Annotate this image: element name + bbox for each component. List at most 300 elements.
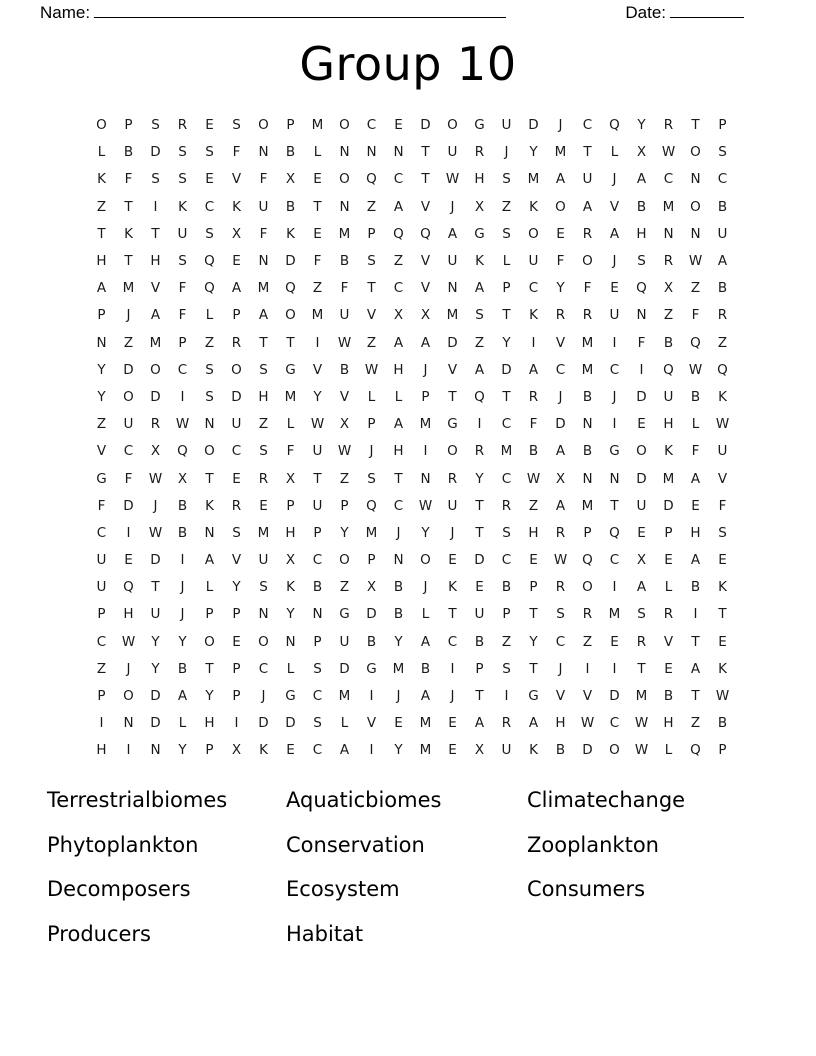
grid-cell[interactable]: T: [259, 334, 268, 351]
grid-cell[interactable]: N: [663, 225, 674, 242]
grid-cell[interactable]: S: [637, 606, 646, 623]
grid-cell[interactable]: E: [232, 470, 241, 487]
grid-cell[interactable]: U: [717, 225, 728, 242]
grid-cell[interactable]: Z: [96, 660, 107, 677]
grid-cell[interactable]: T: [394, 470, 403, 487]
word-list-item[interactable]: Conservation: [286, 832, 425, 857]
grid-cell[interactable]: Q: [609, 524, 620, 541]
grid-cell[interactable]: V: [150, 280, 161, 297]
grid-cell[interactable]: X: [663, 280, 674, 297]
grid-cell[interactable]: T: [529, 606, 538, 623]
grid-cell[interactable]: H: [663, 715, 674, 732]
grid-cell[interactable]: B: [663, 334, 674, 351]
grid-cell[interactable]: L: [394, 388, 403, 405]
grid-cell[interactable]: U: [609, 307, 620, 324]
grid-cell[interactable]: C: [393, 171, 404, 188]
grid-cell[interactable]: X: [636, 144, 647, 161]
grid-cell[interactable]: E: [313, 225, 322, 242]
grid-cell[interactable]: C: [123, 443, 134, 460]
grid-cell[interactable]: E: [664, 552, 673, 569]
grid-cell[interactable]: C: [582, 117, 593, 134]
grid-cell[interactable]: C: [366, 117, 377, 134]
grid-cell[interactable]: O: [447, 443, 458, 460]
grid-cell[interactable]: N: [366, 144, 377, 161]
grid-cell[interactable]: J: [126, 307, 131, 324]
word-list-item[interactable]: Zooplankton: [527, 832, 659, 857]
grid-cell[interactable]: H: [690, 524, 701, 541]
grid-cell[interactable]: M: [257, 280, 270, 297]
grid-cell[interactable]: W: [715, 416, 730, 433]
grid-cell[interactable]: A: [204, 552, 215, 569]
grid-cell[interactable]: A: [420, 633, 431, 650]
grid-cell[interactable]: Z: [258, 416, 269, 433]
grid-cell[interactable]: B: [501, 579, 512, 596]
grid-cell[interactable]: J: [558, 660, 563, 677]
grid-cell[interactable]: X: [285, 470, 296, 487]
grid-cell[interactable]: M: [581, 334, 594, 351]
grid-cell[interactable]: S: [313, 715, 322, 732]
grid-cell[interactable]: I: [477, 416, 482, 433]
grid-cell[interactable]: I: [585, 660, 590, 677]
grid-cell[interactable]: I: [612, 579, 617, 596]
grid-cell[interactable]: V: [663, 633, 674, 650]
grid-cell[interactable]: G: [96, 470, 107, 487]
grid-cell[interactable]: W: [337, 443, 352, 460]
grid-cell[interactable]: U: [717, 443, 728, 460]
grid-cell[interactable]: R: [501, 715, 512, 732]
grid-cell[interactable]: T: [151, 579, 160, 596]
grid-cell[interactable]: O: [123, 688, 134, 705]
grid-cell[interactable]: M: [284, 388, 297, 405]
grid-cell[interactable]: D: [339, 660, 350, 677]
grid-cell[interactable]: M: [581, 497, 594, 514]
grid-cell[interactable]: U: [96, 579, 107, 596]
word-list-item[interactable]: Phytoplankton: [47, 832, 199, 857]
grid-cell[interactable]: R: [717, 307, 728, 324]
grid-cell[interactable]: I: [612, 416, 617, 433]
grid-cell[interactable]: U: [177, 225, 188, 242]
grid-cell[interactable]: E: [637, 524, 646, 541]
grid-cell[interactable]: N: [204, 416, 215, 433]
grid-cell[interactable]: W: [445, 171, 460, 188]
grid-cell[interactable]: P: [367, 416, 376, 433]
grid-cell[interactable]: O: [96, 117, 107, 134]
grid-cell[interactable]: J: [504, 144, 509, 161]
grid-cell[interactable]: V: [447, 361, 458, 378]
grid-cell[interactable]: S: [637, 253, 646, 270]
grid-cell[interactable]: N: [258, 606, 269, 623]
grid-cell[interactable]: I: [126, 742, 131, 759]
grid-cell[interactable]: L: [502, 253, 511, 270]
grid-cell[interactable]: J: [558, 117, 563, 134]
grid-cell[interactable]: O: [231, 361, 242, 378]
grid-cell[interactable]: M: [392, 660, 405, 677]
grid-cell[interactable]: P: [97, 307, 106, 324]
grid-cell[interactable]: M: [311, 117, 324, 134]
grid-cell[interactable]: J: [369, 443, 374, 460]
grid-cell[interactable]: C: [609, 552, 620, 569]
grid-cell[interactable]: E: [448, 715, 457, 732]
word-list-item[interactable]: Climatechange: [527, 788, 686, 813]
grid-cell[interactable]: Q: [717, 361, 728, 378]
grid-cell[interactable]: S: [259, 579, 268, 596]
grid-cell[interactable]: G: [609, 443, 620, 460]
grid-cell[interactable]: S: [232, 117, 241, 134]
grid-cell[interactable]: O: [339, 171, 350, 188]
grid-cell[interactable]: C: [663, 171, 674, 188]
grid-cell[interactable]: S: [556, 606, 565, 623]
grid-cell[interactable]: Q: [285, 280, 296, 297]
grid-cell[interactable]: V: [231, 171, 242, 188]
grid-cell[interactable]: W: [364, 361, 379, 378]
grid-cell[interactable]: N: [123, 715, 134, 732]
grid-cell[interactable]: P: [313, 524, 322, 541]
grid-cell[interactable]: Z: [366, 334, 377, 351]
grid-cell[interactable]: P: [205, 606, 214, 623]
grid-cell[interactable]: P: [718, 742, 727, 759]
grid-cell[interactable]: R: [663, 253, 674, 270]
grid-cell[interactable]: Y: [151, 660, 160, 677]
grid-cell[interactable]: W: [688, 361, 703, 378]
grid-cell[interactable]: A: [636, 579, 647, 596]
grid-cell[interactable]: K: [529, 307, 538, 324]
grid-cell[interactable]: M: [338, 688, 351, 705]
grid-cell[interactable]: P: [475, 660, 484, 677]
grid-cell[interactable]: U: [474, 606, 485, 623]
grid-cell[interactable]: O: [339, 552, 350, 569]
grid-cell[interactable]: L: [205, 579, 214, 596]
grid-cell[interactable]: M: [419, 715, 432, 732]
grid-cell[interactable]: P: [421, 388, 430, 405]
grid-cell[interactable]: X: [555, 470, 566, 487]
grid-cell[interactable]: A: [609, 225, 620, 242]
grid-cell[interactable]: I: [234, 715, 239, 732]
grid-cell[interactable]: Y: [394, 633, 403, 650]
grid-cell[interactable]: S: [178, 253, 187, 270]
grid-cell[interactable]: Q: [177, 443, 188, 460]
grid-cell[interactable]: T: [691, 633, 700, 650]
grid-cell[interactable]: T: [97, 225, 106, 242]
grid-cell[interactable]: E: [718, 633, 727, 650]
grid-cell[interactable]: F: [691, 443, 700, 460]
grid-cell[interactable]: K: [718, 388, 727, 405]
grid-cell[interactable]: K: [97, 171, 106, 188]
grid-cell[interactable]: Y: [178, 742, 187, 759]
grid-cell[interactable]: N: [204, 524, 215, 541]
grid-cell[interactable]: M: [608, 606, 621, 623]
grid-cell[interactable]: W: [337, 334, 352, 351]
grid-cell[interactable]: Y: [97, 361, 106, 378]
grid-cell[interactable]: Q: [582, 552, 593, 569]
grid-cell[interactable]: Q: [636, 280, 647, 297]
grid-cell[interactable]: T: [124, 253, 133, 270]
grid-cell[interactable]: Z: [312, 280, 323, 297]
grid-cell[interactable]: A: [528, 361, 539, 378]
grid-cell[interactable]: K: [286, 579, 295, 596]
grid-cell[interactable]: P: [529, 579, 538, 596]
grid-cell[interactable]: F: [556, 253, 565, 270]
grid-cell[interactable]: B: [285, 198, 296, 215]
grid-cell[interactable]: R: [582, 225, 593, 242]
grid-cell[interactable]: R: [150, 416, 161, 433]
word-list-item[interactable]: Producers: [47, 921, 151, 946]
grid-cell[interactable]: E: [664, 660, 673, 677]
grid-cell[interactable]: J: [261, 688, 266, 705]
grid-cell[interactable]: A: [393, 334, 404, 351]
grid-cell[interactable]: Z: [96, 416, 107, 433]
grid-cell[interactable]: V: [717, 470, 728, 487]
grid-cell[interactable]: O: [150, 361, 161, 378]
grid-cell[interactable]: Z: [339, 579, 350, 596]
grid-cell[interactable]: S: [313, 660, 322, 677]
grid-cell[interactable]: T: [637, 660, 646, 677]
grid-cell[interactable]: C: [528, 280, 539, 297]
grid-cell[interactable]: O: [123, 388, 134, 405]
grid-cell[interactable]: K: [286, 225, 295, 242]
grid-cell[interactable]: O: [204, 443, 215, 460]
grid-cell[interactable]: B: [366, 633, 377, 650]
grid-cell[interactable]: X: [150, 443, 161, 460]
grid-cell[interactable]: Y: [286, 606, 295, 623]
grid-cell[interactable]: W: [715, 688, 730, 705]
grid-cell[interactable]: X: [177, 470, 188, 487]
grid-cell[interactable]: D: [150, 144, 161, 161]
grid-cell[interactable]: P: [583, 524, 592, 541]
grid-cell[interactable]: Y: [340, 524, 349, 541]
grid-cell[interactable]: F: [718, 497, 727, 514]
grid-cell[interactable]: O: [609, 742, 620, 759]
word-search-grid[interactable]: [88, 112, 736, 765]
grid-cell[interactable]: U: [663, 388, 674, 405]
grid-cell[interactable]: T: [691, 688, 700, 705]
grid-cell[interactable]: D: [501, 361, 512, 378]
grid-cell[interactable]: B: [474, 633, 485, 650]
grid-cell[interactable]: C: [312, 552, 323, 569]
grid-cell[interactable]: B: [582, 388, 593, 405]
grid-cell[interactable]: Z: [690, 280, 701, 297]
grid-cell[interactable]: P: [367, 225, 376, 242]
grid-cell[interactable]: A: [420, 688, 431, 705]
grid-cell[interactable]: B: [717, 280, 728, 297]
grid-cell[interactable]: W: [580, 715, 595, 732]
grid-cell[interactable]: Y: [556, 280, 565, 297]
grid-cell[interactable]: D: [285, 253, 296, 270]
grid-cell[interactable]: R: [258, 470, 269, 487]
grid-cell[interactable]: S: [178, 144, 187, 161]
grid-cell[interactable]: B: [312, 579, 323, 596]
grid-cell[interactable]: K: [124, 225, 133, 242]
grid-cell[interactable]: H: [150, 253, 161, 270]
grid-cell[interactable]: R: [582, 606, 593, 623]
grid-cell[interactable]: J: [153, 497, 158, 514]
grid-cell[interactable]: T: [475, 497, 484, 514]
grid-cell[interactable]: B: [177, 524, 188, 541]
grid-cell[interactable]: Z: [366, 198, 377, 215]
grid-cell[interactable]: U: [582, 171, 593, 188]
grid-cell[interactable]: G: [528, 688, 539, 705]
grid-cell[interactable]: R: [231, 497, 242, 514]
grid-cell[interactable]: T: [475, 524, 484, 541]
grid-cell[interactable]: I: [612, 334, 617, 351]
grid-cell[interactable]: M: [257, 524, 270, 541]
grid-cell[interactable]: R: [636, 633, 647, 650]
grid-cell[interactable]: A: [555, 443, 566, 460]
grid-cell[interactable]: Y: [178, 633, 187, 650]
grid-cell[interactable]: M: [581, 361, 594, 378]
grid-cell[interactable]: O: [258, 117, 269, 134]
grid-cell[interactable]: X: [231, 225, 242, 242]
grid-cell[interactable]: A: [582, 198, 593, 215]
grid-cell[interactable]: E: [394, 715, 403, 732]
grid-cell[interactable]: T: [475, 688, 484, 705]
grid-cell[interactable]: M: [311, 307, 324, 324]
grid-cell[interactable]: T: [691, 117, 700, 134]
grid-cell[interactable]: A: [690, 660, 701, 677]
grid-cell[interactable]: W: [661, 144, 676, 161]
grid-cell[interactable]: L: [664, 742, 673, 759]
grid-cell[interactable]: Q: [690, 742, 701, 759]
grid-cell[interactable]: C: [312, 742, 323, 759]
grid-cell[interactable]: A: [420, 334, 431, 351]
grid-cell[interactable]: N: [96, 334, 107, 351]
grid-cell[interactable]: E: [124, 552, 133, 569]
grid-cell[interactable]: V: [339, 388, 350, 405]
grid-cell[interactable]: Y: [502, 334, 511, 351]
grid-cell[interactable]: I: [531, 334, 536, 351]
grid-cell[interactable]: I: [423, 443, 428, 460]
grid-cell[interactable]: R: [177, 117, 188, 134]
grid-cell[interactable]: X: [420, 307, 431, 324]
grid-cell[interactable]: N: [582, 416, 593, 433]
grid-cell[interactable]: A: [96, 280, 107, 297]
grid-cell[interactable]: P: [232, 307, 241, 324]
grid-cell[interactable]: V: [312, 361, 323, 378]
grid-cell[interactable]: B: [177, 660, 188, 677]
grid-cell[interactable]: L: [664, 579, 673, 596]
grid-cell[interactable]: E: [637, 416, 646, 433]
grid-cell[interactable]: P: [97, 688, 106, 705]
grid-cell[interactable]: D: [150, 715, 161, 732]
grid-cell[interactable]: J: [558, 388, 563, 405]
grid-cell[interactable]: L: [205, 307, 214, 324]
name-write-line[interactable]: [94, 3, 506, 18]
grid-cell[interactable]: T: [124, 198, 133, 215]
grid-cell[interactable]: V: [420, 253, 431, 270]
grid-cell[interactable]: S: [205, 361, 214, 378]
grid-cell[interactable]: H: [285, 524, 296, 541]
grid-cell[interactable]: Q: [420, 225, 431, 242]
grid-cell[interactable]: X: [474, 742, 485, 759]
grid-cell[interactable]: D: [150, 688, 161, 705]
grid-cell[interactable]: Z: [528, 497, 539, 514]
grid-cell[interactable]: P: [367, 552, 376, 569]
grid-cell[interactable]: Y: [205, 688, 214, 705]
grid-cell[interactable]: A: [231, 280, 242, 297]
grid-cell[interactable]: K: [448, 579, 457, 596]
grid-cell[interactable]: U: [528, 253, 539, 270]
grid-cell[interactable]: S: [367, 470, 376, 487]
grid-cell[interactable]: L: [340, 715, 349, 732]
grid-cell[interactable]: A: [474, 715, 485, 732]
grid-cell[interactable]: B: [690, 388, 701, 405]
grid-cell[interactable]: O: [204, 633, 215, 650]
grid-cell[interactable]: L: [691, 416, 700, 433]
grid-cell[interactable]: C: [312, 688, 323, 705]
grid-cell[interactable]: P: [97, 606, 106, 623]
grid-cell[interactable]: Z: [393, 253, 404, 270]
grid-cell[interactable]: Z: [96, 198, 107, 215]
grid-cell[interactable]: Y: [232, 579, 241, 596]
grid-cell[interactable]: S: [502, 225, 511, 242]
grid-cell[interactable]: Y: [151, 633, 160, 650]
grid-cell[interactable]: X: [339, 416, 350, 433]
grid-cell[interactable]: B: [717, 198, 728, 215]
grid-cell[interactable]: R: [663, 117, 674, 134]
grid-cell[interactable]: T: [610, 497, 619, 514]
grid-cell[interactable]: G: [366, 660, 377, 677]
grid-cell[interactable]: W: [175, 416, 190, 433]
grid-cell[interactable]: H: [528, 524, 539, 541]
grid-cell[interactable]: K: [475, 253, 484, 270]
grid-cell[interactable]: D: [258, 715, 269, 732]
grid-cell[interactable]: R: [528, 388, 539, 405]
grid-cell[interactable]: M: [122, 280, 135, 297]
grid-cell[interactable]: O: [582, 253, 593, 270]
grid-cell[interactable]: N: [312, 606, 323, 623]
grid-cell[interactable]: S: [718, 144, 727, 161]
grid-cell[interactable]: S: [367, 253, 376, 270]
grid-cell[interactable]: C: [258, 660, 269, 677]
grid-cell[interactable]: O: [555, 198, 566, 215]
grid-cell[interactable]: C: [393, 280, 404, 297]
grid-cell[interactable]: K: [718, 660, 727, 677]
grid-cell[interactable]: E: [448, 742, 457, 759]
grid-cell[interactable]: C: [501, 470, 512, 487]
grid-cell[interactable]: T: [502, 388, 511, 405]
grid-cell[interactable]: S: [259, 361, 268, 378]
grid-cell[interactable]: W: [418, 497, 433, 514]
grid-cell[interactable]: U: [447, 144, 458, 161]
grid-cell[interactable]: E: [448, 552, 457, 569]
grid-cell[interactable]: C: [447, 633, 458, 650]
grid-cell[interactable]: P: [664, 524, 673, 541]
grid-cell[interactable]: N: [636, 307, 647, 324]
grid-cell[interactable]: L: [367, 388, 376, 405]
grid-cell[interactable]: Y: [313, 388, 322, 405]
grid-cell[interactable]: P: [340, 497, 349, 514]
grid-cell[interactable]: T: [286, 334, 295, 351]
grid-cell[interactable]: C: [609, 361, 620, 378]
grid-cell[interactable]: I: [504, 688, 509, 705]
grid-cell[interactable]: I: [369, 688, 374, 705]
grid-cell[interactable]: D: [150, 388, 161, 405]
grid-cell[interactable]: K: [664, 443, 673, 460]
grid-cell[interactable]: V: [609, 198, 620, 215]
grid-cell[interactable]: M: [338, 225, 351, 242]
grid-cell[interactable]: O: [339, 117, 350, 134]
grid-cell[interactable]: E: [610, 633, 619, 650]
grid-cell[interactable]: A: [393, 198, 404, 215]
grid-cell[interactable]: A: [447, 225, 458, 242]
grid-cell[interactable]: A: [555, 497, 566, 514]
grid-cell[interactable]: S: [502, 660, 511, 677]
grid-cell[interactable]: V: [420, 280, 431, 297]
grid-cell[interactable]: D: [231, 388, 242, 405]
grid-cell[interactable]: P: [286, 497, 295, 514]
grid-cell[interactable]: C: [231, 443, 242, 460]
grid-cell[interactable]: Z: [501, 633, 512, 650]
grid-cell[interactable]: U: [501, 742, 512, 759]
